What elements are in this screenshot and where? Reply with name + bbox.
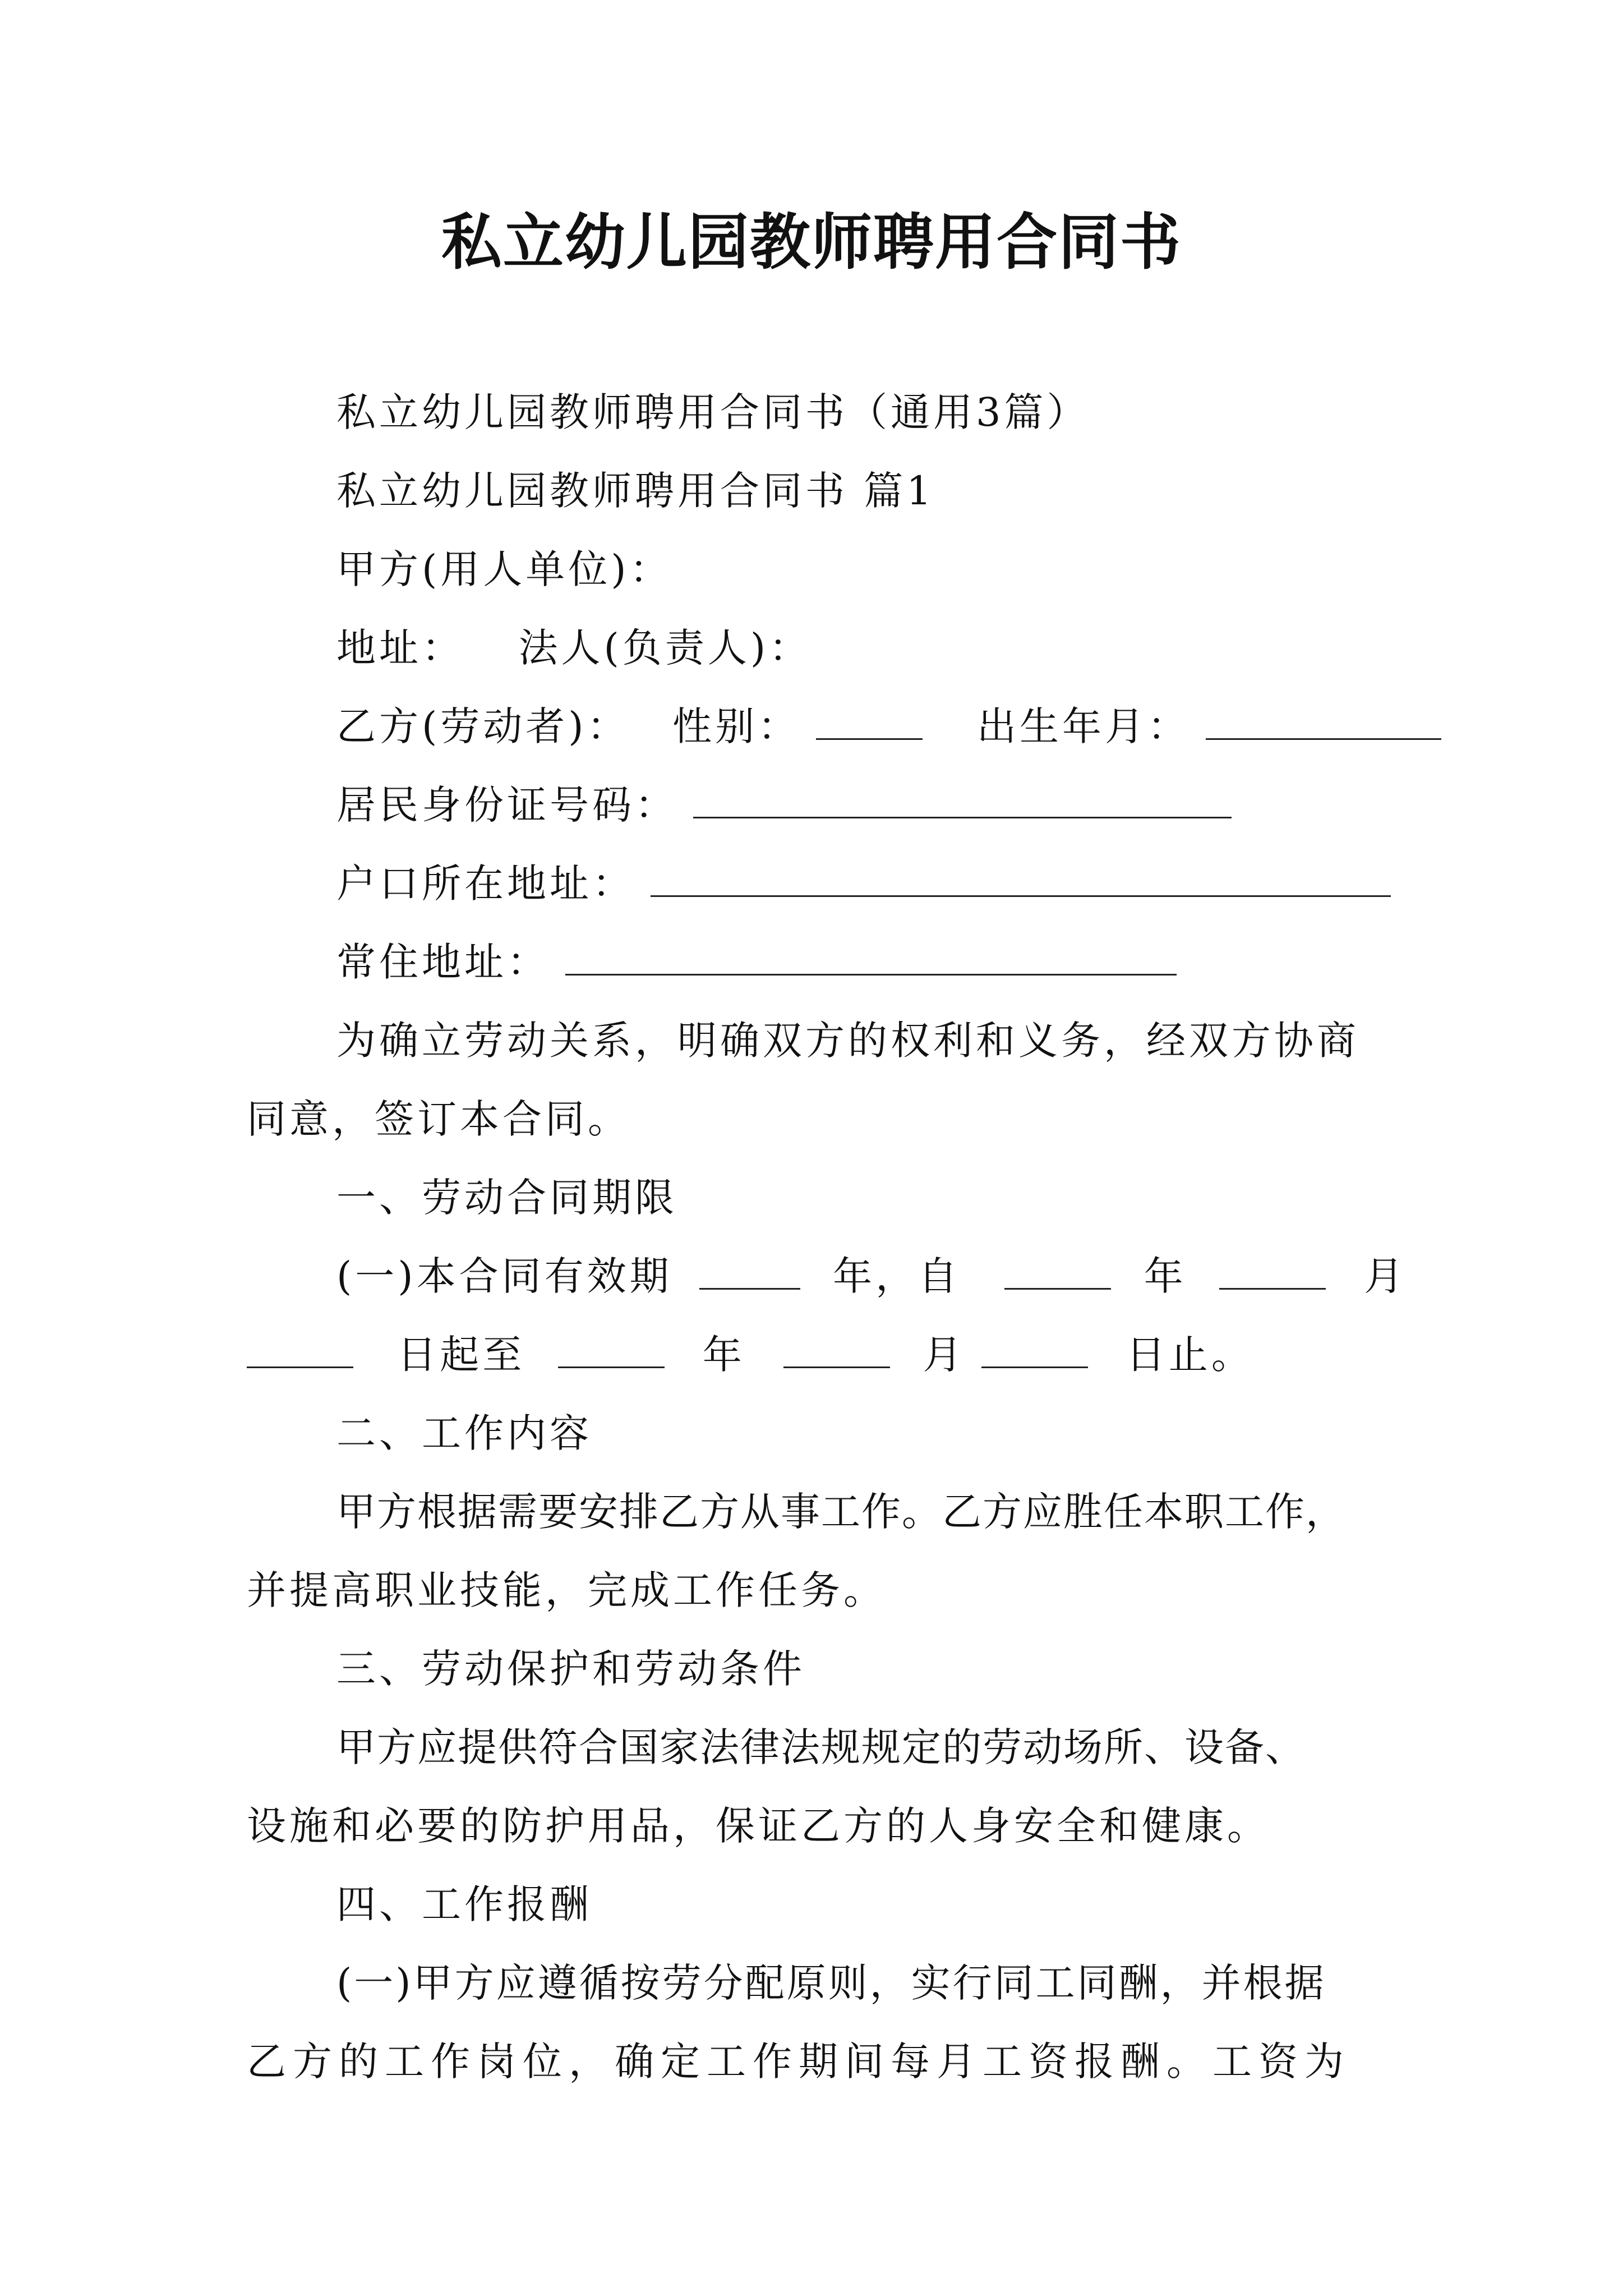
- birth-blank: [1206, 703, 1441, 740]
- id-label: 居民身份证号码：: [336, 782, 677, 828]
- id-blank: [693, 782, 1232, 818]
- gender-blank: [816, 703, 923, 740]
- section-3-line-1: 甲方应提供符合国家法律法规规定的劳动场所、设备、: [336, 1724, 1306, 1770]
- end-year-blank: [558, 1332, 665, 1368]
- start-day-label: 日起至: [397, 1332, 525, 1378]
- legal-rep-label: 法人(负责人)：: [518, 625, 812, 671]
- section-3-line-2: 设施和必要的防护用品，保证乙方的人身安全和健康。: [247, 1803, 1270, 1849]
- start-month-blank: [1219, 1253, 1326, 1290]
- section-2-heading: 二、工作内容: [336, 1410, 592, 1456]
- intro-line-1: 为确立劳动关系，明确双方的权利和义务，经双方协商: [336, 1018, 1359, 1064]
- start-day-blank: [247, 1332, 353, 1368]
- end-day-blank: [981, 1332, 1088, 1368]
- intro-line-2: 同意，签订本合同。: [247, 1096, 630, 1142]
- end-year-label: 年: [702, 1332, 745, 1378]
- section-1-heading: 一、劳动合同期限: [336, 1175, 677, 1221]
- end-month-blank: [783, 1332, 890, 1368]
- part-heading: 私立幼儿园教师聘用合同书 篇1: [336, 468, 935, 514]
- end-day-label: 日止。: [1126, 1332, 1254, 1378]
- residence-row: [336, 937, 1177, 987]
- residence-blank: [565, 939, 1177, 976]
- gender-label: 性别：: [672, 703, 801, 749]
- hukou-row: [336, 858, 1391, 909]
- section-2-line-1: 甲方根据需要安排乙方从事工作。乙方应胜任本职工作，: [336, 1489, 1346, 1535]
- address-row: [336, 623, 811, 673]
- section-1-term-line: [336, 1251, 1407, 1301]
- residence-label: 常住地址：: [336, 939, 550, 985]
- address-label: 地址：: [336, 625, 464, 671]
- hukou-label: 户口所在地址：: [336, 861, 635, 907]
- start-year-label: 年: [1144, 1253, 1187, 1299]
- section-4-line-1: (一)甲方应遵循按劳分配原则，实行同工同酬，并根据: [336, 1960, 1326, 2006]
- id-row: [336, 780, 1232, 830]
- term-label: (一)本合同有效期: [336, 1253, 672, 1299]
- section-4-line-2: 乙方的工作岗位，确定工作期间每月工资报酬。工资为: [247, 2039, 1350, 2085]
- party-b-label: 乙方(劳动者)：: [336, 703, 630, 749]
- section-3-heading: 三、劳动保护和劳动条件: [336, 1646, 805, 1692]
- document-title: 私立幼儿园教师聘用合同书: [441, 207, 1182, 278]
- subtitle: 私立幼儿园教师聘用合同书（通用3篇）: [336, 389, 1090, 435]
- party-b-row: [336, 701, 1441, 752]
- term-years-blank: [699, 1253, 800, 1290]
- term-year-from: 年，自: [833, 1253, 961, 1299]
- section-2-line-2: 并提高职业技能，完成工作任务。: [247, 1567, 886, 1613]
- hukou-blank: [651, 861, 1391, 897]
- section-4-heading: 四、工作报酬: [336, 1881, 592, 1927]
- end-month-label: 月: [923, 1332, 966, 1378]
- birth-label: 出生年月：: [976, 703, 1190, 749]
- start-month-label: 月: [1364, 1253, 1407, 1299]
- party-a-label: 甲方(用人单位)：: [336, 546, 672, 592]
- start-year-blank: [1004, 1253, 1111, 1290]
- section-1-term-line-2: [247, 1329, 1254, 1380]
